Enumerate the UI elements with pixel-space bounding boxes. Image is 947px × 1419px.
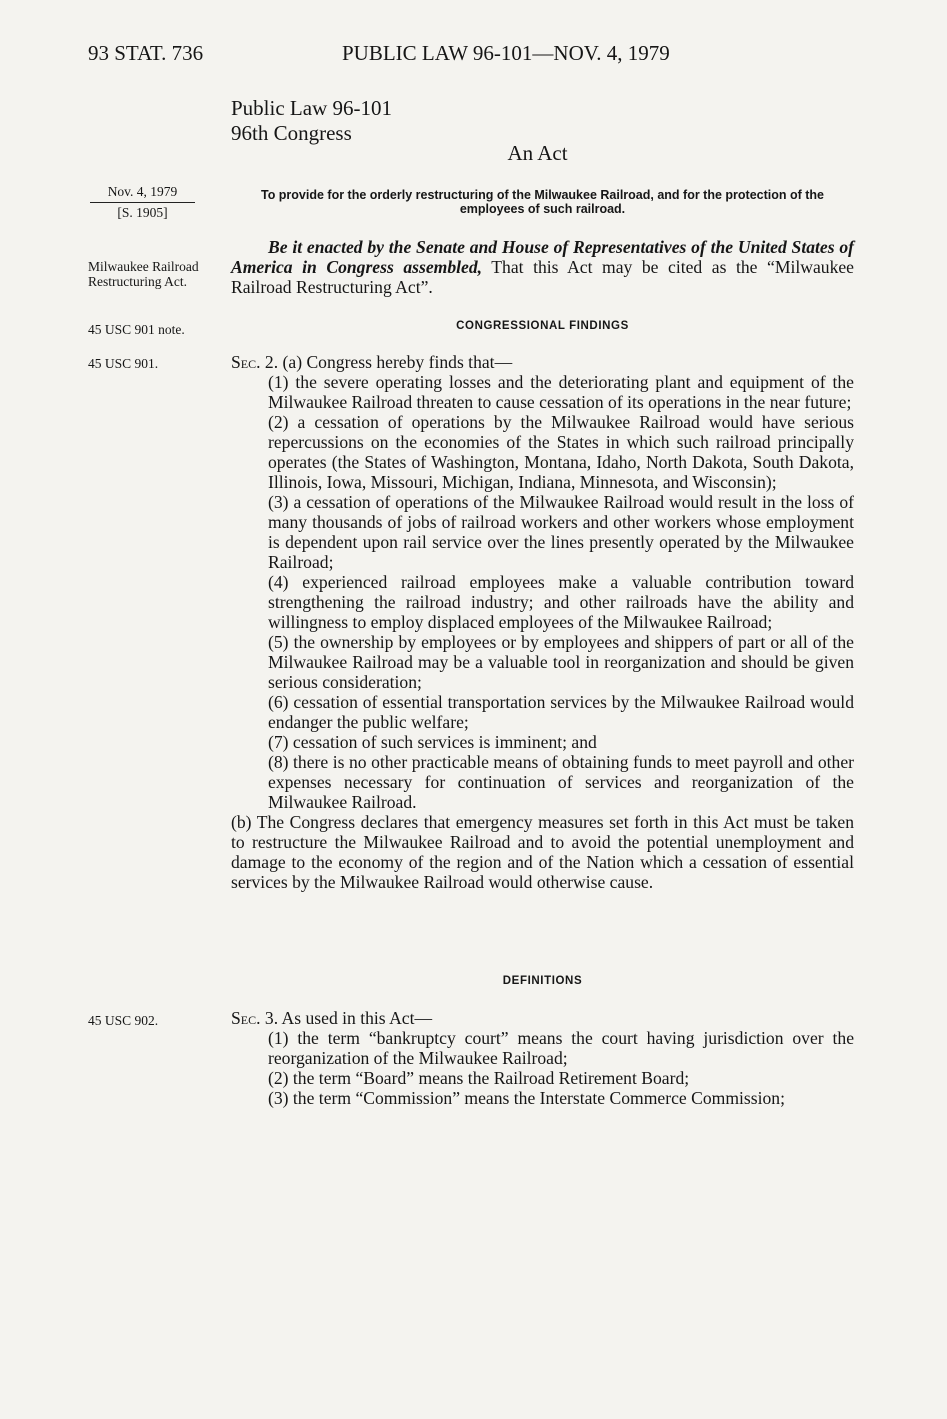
finding-2: (2) a cessation of operations by the Milwaukee Railroad would have serious repercussions on the economies of the States in which such railroad principally operates (the States of Washington, Montana, Idaho, North Dakota, South Dakota, Illinois, Iowa, Missouri, Michigan, Indiana, Minnesota, and Wisconsin);	[268, 412, 854, 492]
margin-usc-902: 45 USC 902.	[88, 1013, 159, 1028]
section-2-heading: CONGRESSIONAL FINDINGS	[456, 320, 629, 332]
margin-usc-901-note: 45 USC 901 note.	[88, 322, 185, 337]
finding-6: (6) cessation of essential transportation services by the Milwaukee Railroad would endanger the public welfare;	[268, 692, 854, 732]
finding-5: (5) the ownership by employees or by employees and shippers of part or all of the Milwaukee Railroad may be a valuable tool in reorganization and should be given serious consideration;	[268, 632, 854, 692]
definition-2: (2) the term “Board” means the Railroad Retirement Board;	[268, 1068, 690, 1088]
enacting-clause-rest: That this Act may be cited as the “Milwaukee Railroad Restructuring Act”.	[231, 257, 854, 297]
margin-bill-number: [S. 1905]	[117, 205, 168, 220]
stat-page-number: 93 STAT. 736	[88, 41, 204, 65]
margin-short-title: Milwaukee Railroad Restructuring Act.	[88, 259, 199, 289]
act-label: An Act	[507, 141, 568, 165]
sec-label: Sec.	[231, 1008, 261, 1028]
section-2-body	[231, 352, 854, 892]
section-3-heading: DEFINITIONS	[502, 975, 583, 987]
definition-1: (1) the term “bankruptcy court” means the court having jurisdiction over the reorganization of the Milwaukee Railroad;	[268, 1028, 854, 1068]
section-3-intro: Sec. 3. As used in this Act—	[231, 1008, 433, 1028]
margin-date: Nov. 4, 1979	[107, 184, 178, 199]
finding-8: (8) there is no other practicable means of obtaining funds to meet payroll and other expenses necessary for continuation of services and reorganization of the Milwaukee Railroad.	[268, 752, 854, 812]
title-block	[231, 96, 392, 146]
act-purpose: To provide for the orderly restructuring of the Milwaukee Railroad, and for the protection of the employees of such railroad.	[260, 188, 824, 216]
margin-usc-901: 45 USC 901.	[88, 356, 159, 371]
margin-date-block	[90, 183, 195, 222]
subsection-b: (b) The Congress declares that emergency measures set forth in this Act must be taken to restructure the Milwaukee Railroad and to avoid the potential unemployment and damage to the economy of the region and of the Nation which a cessation of essential services by the Milwaukee Railroad would otherwise cause.	[231, 812, 854, 892]
section-3-body	[231, 1008, 854, 1108]
finding-4: (4) experienced railroad employees make a valuable contribution toward strengthening the railroad industry; and other railroads have the ability and willingness to employ displaced employees of the Milwaukee Railroad;	[268, 572, 854, 632]
running-header: PUBLIC LAW 96-101—NOV. 4, 1979	[342, 41, 670, 65]
congress-number: 96th Congress	[231, 121, 352, 145]
finding-3: (3) a cessation of operations of the Milwaukee Railroad would result in the loss of many thousands of jobs of railroad workers and other workers whose employment is dependent upon rail service over the lines presently operated by the Milwaukee Railroad;	[268, 492, 854, 572]
enacting-clause	[231, 237, 854, 297]
section-2-intro: Sec. 2. (a) Congress hereby finds that—	[231, 352, 513, 372]
date-divider	[90, 202, 195, 203]
finding-1: (1) the severe operating losses and the deteriorating plant and equipment of the Milwaukee Railroad threaten to cause cessation of its operations in the near future;	[268, 372, 854, 412]
sec-label: Sec.	[231, 352, 261, 372]
definition-3: (3) the term “Commission” means the Interstate Commerce Commission;	[268, 1088, 785, 1108]
finding-7: (7) cessation of such services is imminent; and	[268, 732, 597, 752]
enacting-clause-italic: Be it enacted by the Senate and House of Representatives of the United States of America in Congress assembled,	[231, 237, 854, 277]
law-number: Public Law 96-101	[231, 96, 392, 120]
